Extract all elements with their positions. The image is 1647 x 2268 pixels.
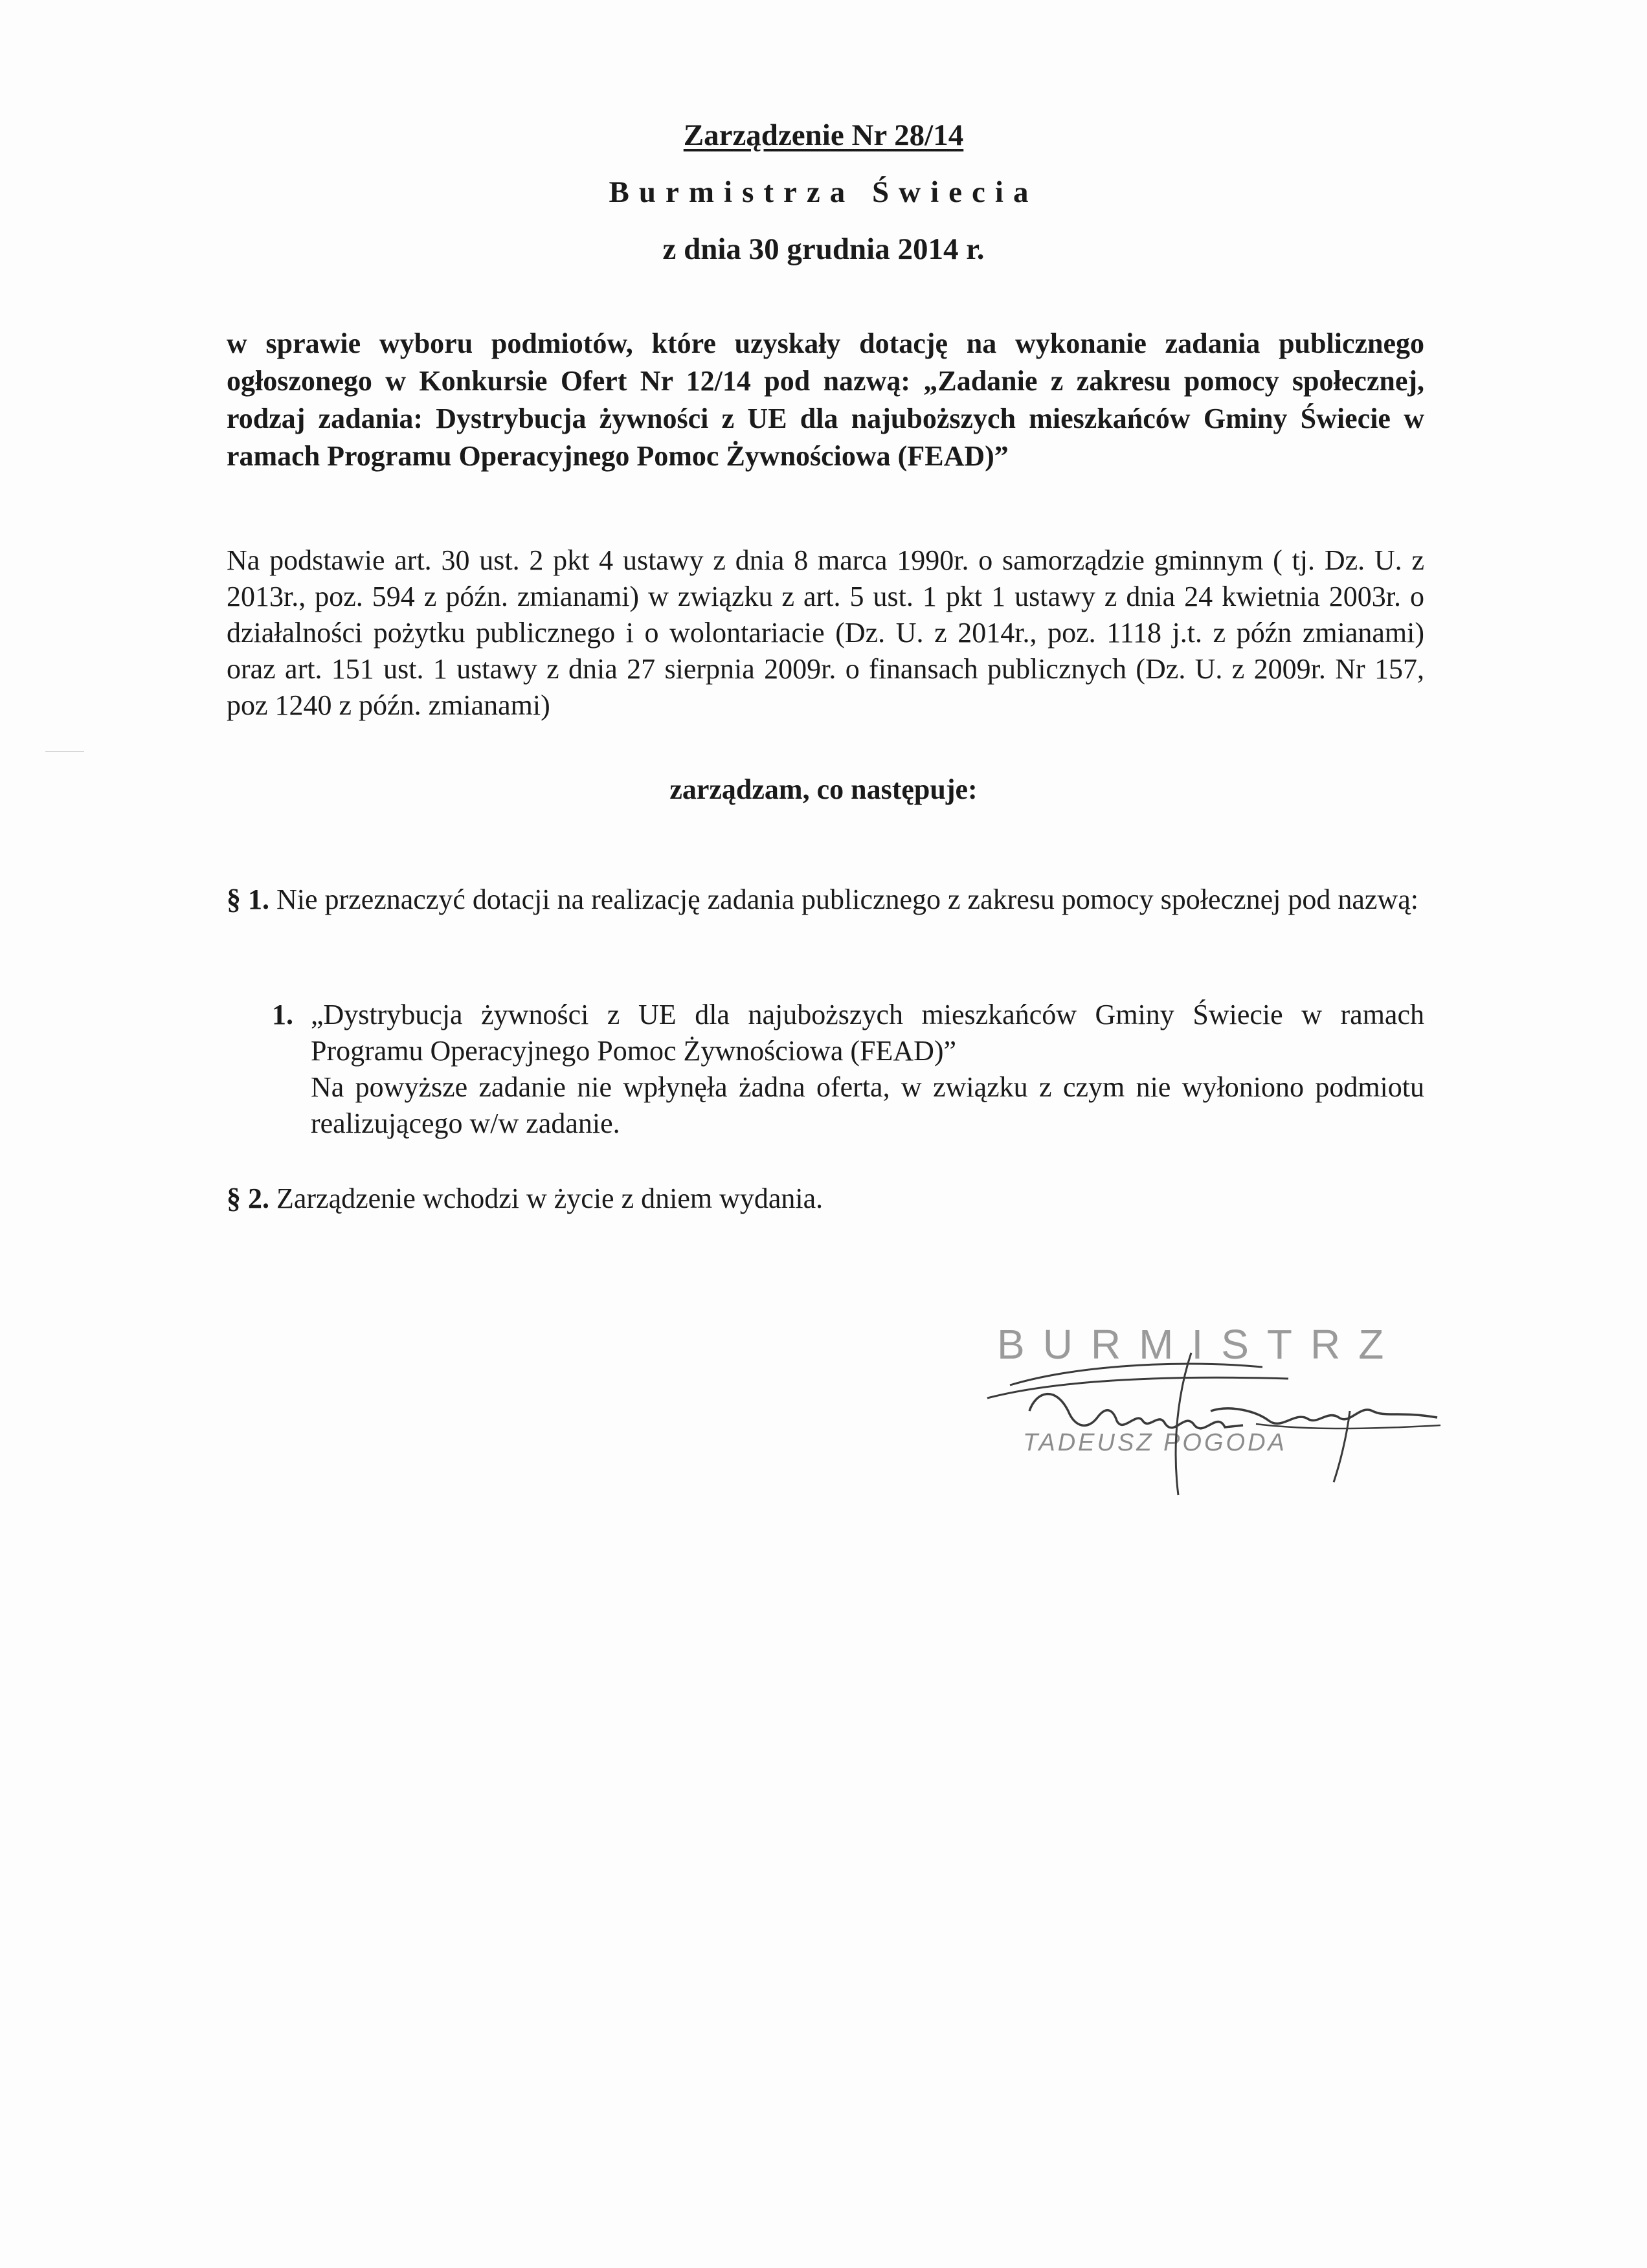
stamp-name: TADEUSZ POGODA	[1023, 1429, 1287, 1456]
list-item-title: „Dystrybucja żywności z UE dla najuboższych mieszkańców Gminy Świecie w ramach Programu Operacyjnego Pomoc Żywnościowa (FEAD)”	[311, 999, 1424, 1067]
handwritten-signature	[984, 1314, 1450, 1502]
legal-basis-paragraph: Na podstawie art. 30 ust. 2 pkt 4 ustawy z dnia 8 marca 1990r. o samorządzie gminnym ( tj. Dz. U. z 2013r., poz. 594 z późn. zmianami) w związku z art. 5 ust. 1 pkt 1 ustawy z dnia 24 kwietnia 2003r. o działalności pożytku publicznego i o wolontariacie (Dz. U. z 2014r., poz. 1118 j.t. z późn zmianami) oraz art. 151 ust. 1 ustawy z dnia 27 sierpnia 2009r. o finansach publicznych (Dz. U. z 2009r. Nr 157, poz 1240 z późn. zmianami)	[227, 544, 1424, 721]
document-title: Zarządzenie Nr 28/14	[683, 118, 964, 152]
paragraph-1-sign: § 1.	[227, 884, 269, 915]
list-item-note: Na powyższe zadanie nie wpłynęła żadna oferta, w związku z czym nie wyłoniono podmiotu realizującego w/w zadanie.	[311, 1071, 1424, 1139]
paragraph-1-text: Nie przeznaczyć dotacji na realizację zadania publicznego z zakresu pomocy społecznej pod nazwą:	[276, 884, 1418, 915]
scan-artifact	[45, 751, 84, 752]
paragraph-2	[227, 1182, 1424, 1215]
subject-paragraph: w sprawie wyboru podmiotów, które uzyskały dotację na wykonanie zadania publicznego ogłoszonego w Konkursie Ofert Nr 12/14 pod nazwą: „Zadanie z zakresu pomocy społecznej, rodzaj zadania: Dystrybucja żywności z UE dla najuboższych mieszkańców Gminy Świecie w ramach Programu Operacyjnego Pomoc Żywnościowa (FEAD)”	[227, 328, 1424, 472]
stamp-office: BURMISTRZ	[997, 1321, 1402, 1368]
list-item	[272, 997, 1424, 1142]
paragraph-2-text: Zarządzenie wchodzi w życie z dniem wydania.	[276, 1183, 824, 1214]
paragraph-1	[227, 882, 1424, 918]
document-issuer: Burmistrza Świecia	[609, 175, 1038, 209]
decree-statement: zarządzam, co następuje:	[669, 773, 978, 805]
list-item-number: 1.	[272, 999, 293, 1030]
official-stamp	[984, 1314, 1450, 1502]
paragraph-2-sign: § 2.	[227, 1183, 269, 1214]
document-date: z dnia 30 grudnia 2014 r.	[662, 232, 985, 266]
